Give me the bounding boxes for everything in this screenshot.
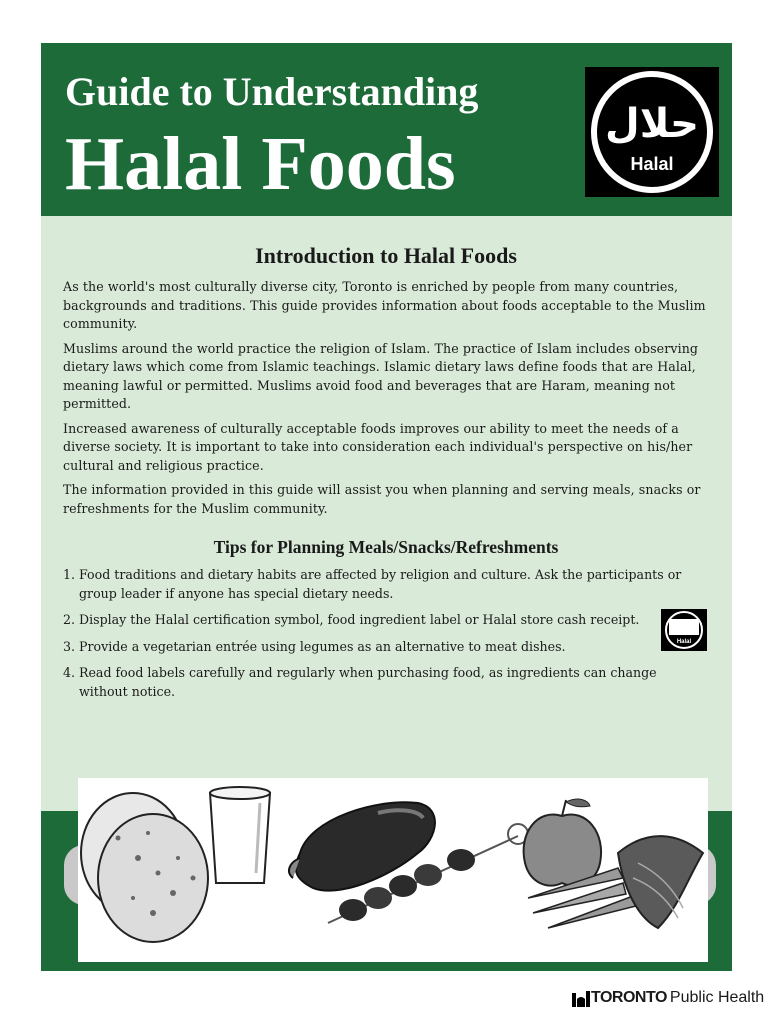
footer-public-health: Public Health [669,989,765,1006]
header-banner [41,43,732,216]
tip-number: 4. [63,665,76,680]
flatbread-icon [81,793,208,942]
intro-paragraph: Muslims around the world practice the religion of Islam. The practice of Islam includes observing dietary laws which come from Islamic teachings. Islamic dietary laws define foods that are Halal, meaning lawful or permitted. Muslims avoid food and beverages that are Haram, meaning not permitted. [63,340,699,411]
toronto-public-health-logo [571,986,764,1010]
tip-item [63,611,709,630]
tip-text: Read food labels carefully and regularly when purchasing food, as ingredients can change without notice. [79,665,657,699]
main-content [63,222,709,709]
eggplant-icon [289,802,435,890]
tip-number: 3. [63,638,76,654]
tip-text: Provide a vegetarian entrée using legumes as an alternative to meat dishes. [79,638,566,654]
halal-arabic-text: حلال [605,101,699,147]
tip-text: Display the Halal certification symbol, food ingredient label or Halal store cash receipt. [79,612,640,627]
tip-text: Food traditions and dietary habits are affected by religion and culture. Ask the participants or group leader if anyone has special dietary needs. [79,567,682,601]
title-line-2: Halal Foods [65,122,456,206]
tips-heading: Tips for Planning Meals/Snacks/Refreshments [213,537,559,557]
milk-glass-icon [210,787,270,883]
tip-item [63,638,709,657]
halal-certification-mini-icon [661,609,707,651]
halal-logo-label: Halal [630,154,674,174]
apple-icon [524,799,601,886]
intro-paragraph: The information provided in this guide will assist you when planning and serving meals, snacks or refreshments for the Muslim community. [63,482,701,516]
footer-toronto: TORONTO [591,989,667,1006]
intro-paragraph: Increased awareness of culturally acceptable foods improves our ability to meet the needs of a diverse society. It is important to take into consideration each individual's perspective on his/her cultural and religious practice. [63,420,693,473]
mini-logo-label: Halal [676,639,692,645]
tip-item [63,664,709,701]
tip-number: 1. [63,567,76,582]
food-illustration [78,778,708,962]
title-line-1: Guide to Understanding [65,69,479,114]
tips-list [63,566,709,701]
intro-paragraph: As the world's most culturally diverse city, Toronto is enriched by people from many countries, backgrounds and traditions. This guide provides information about foods acceptable to the Muslim community. [63,279,706,331]
halal-logo [585,67,719,197]
tip-item [63,566,709,603]
city-hall-icon [571,989,591,1007]
tip-number: 2. [63,612,76,627]
intro-heading: Introduction to Halal Foods [255,243,517,268]
